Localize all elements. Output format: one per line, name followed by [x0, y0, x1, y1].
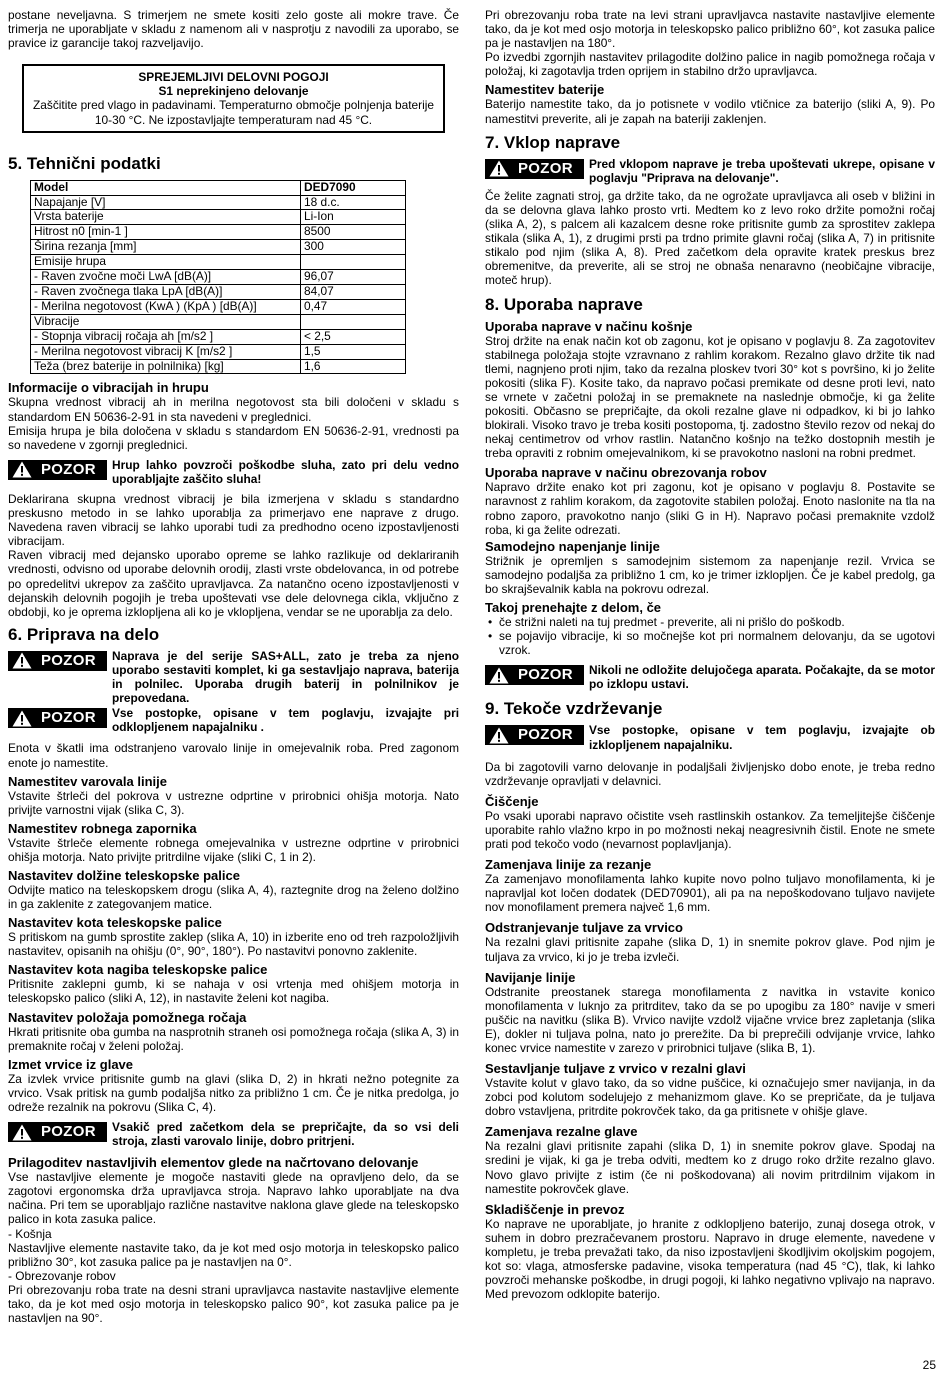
- warning-badge: [8, 460, 107, 480]
- vibration-paragraph: Deklarirana skupna vrednost vibracij je bila izmerjena v skladu s standardno preskusno metodo in se lahko uporablja za primerjavo ene naprave z drugo. Navedena raven vibracij se lahko uporabi tudi za predhodno oceno izpostavljenosti vibracijam.: [8, 492, 459, 549]
- warning-block: [485, 157, 935, 185]
- subsection-heading: Nastavitev položaja pomožnega ročaja: [8, 1009, 247, 1025]
- table-row: [31, 270, 406, 285]
- box-title: SPREJEMLJIVI DELOVNI POGOJI: [138, 70, 329, 85]
- spec-label: Vrsta baterije: [31, 210, 301, 225]
- table-row: [31, 329, 406, 344]
- body-paragraph: Po izvedbi zgornjih nastavitev prilagodite dolžino palice in nagib pomožnega ročaja v položaj, ki zagotavlja trden oprijem in stabilno držo upravljavca.: [485, 50, 935, 79]
- warning-badge: [485, 665, 584, 685]
- warning-badge: [8, 1122, 107, 1142]
- table-row: [31, 359, 406, 374]
- table-head-cell: Model: [31, 180, 301, 195]
- spec-value: 1,6: [301, 359, 406, 374]
- vibration-paragraph: Emisija hrupa je bila določena v skladu s standardom EN 50636-2-91, vrednosti pa so navedene v zgornji preglednici.: [8, 423, 459, 452]
- spec-value: 1,5: [301, 344, 406, 359]
- warning-label: POZOR: [518, 666, 573, 684]
- warning-triangle-icon: [489, 727, 509, 744]
- subsection-heading: Zamenjava rezalne glave: [485, 1124, 638, 1140]
- section-9-title: 9. Tekoče vzdrževanje: [485, 699, 663, 719]
- body-paragraph: Za izvlek vrvice pritisnite gumb na glavi (slika D, 2) in hkrati nežno potegnite za vrvico. Vsak pritisk na gumb podaljša nitko za približno 1 cm. Če je nitka predolga, jo odreže rezalnik na pokrovu (Slika C, 4).: [8, 1071, 459, 1114]
- body-paragraph: Pri obrezovanju roba trate na desni strani upravljavca nastavite nastavljive elemente tako, da je kot med osjo motorja in teleskopsko palico 90°, kot zasuka palice pa je nastavljen na 90°.: [8, 1282, 459, 1326]
- vibration-heading: Informacije o vibracijah in hrupu: [8, 380, 209, 396]
- spec-value: [301, 255, 406, 270]
- section-5-title: 5. Tehnični podatki: [8, 153, 161, 173]
- vibration-paragraph: Raven vibracij med dejansko uporabo opreme se lahko razlikuje od deklariranih vrednosti, odvisno od uporabe delovnih orodij, zlasti vrste obdelovanca, in od potrebe po opredelitvi ukrepov za zaščito upravljavca. Za natančno oceno izpostavljenosti v dejanskih delovnih pogojih je treba upoštevati vse dele delovnega cikla, vključno z obdobji, ko je oprema izklopljena ali ko je vklopljena, vendar se ne uporablja za delo.: [8, 548, 459, 619]
- table-row: [31, 299, 406, 314]
- spec-label: Širina rezanja [mm]: [31, 240, 301, 255]
- body-paragraph: Odstranite preostanek starega monofilamenta z navitka in vstavite konico monofilamenta v luknjo za pritrditev, tako da se po upogibu za 180° navije v smeri puščic na navitku (slika B). Vrvico navijte vzdolž vijačne vrvice brez zapletanja (slika E), dokler ni tuljava polna, nato jo prerežite. Da bi preprečili odvijanje vrvice, lahko konec vrvice namestite v zarezo v prirobnici tuljave (slika B, 1).: [485, 984, 935, 1055]
- subsection-heading: Takoj prenehajte z delom, če: [485, 600, 662, 615]
- spec-table: [30, 180, 406, 375]
- warning-text: Vse postopke, opisane v tem poglavju, izvajajte pri odklopljenem napajalniku .: [112, 706, 459, 735]
- body-paragraph: Da bi zagotovili varno delovanje in podaljšali življenjsko dobo enote, je treba redno vzdrževanje opravljati v delavnici.: [485, 759, 935, 788]
- subsection-heading: Nastavitev dolžine teleskopske palice: [8, 867, 240, 883]
- warning-text: Nikoli ne odložite delujočega aparata. Počakajte, da se motor po izklopu ustavi.: [589, 663, 935, 692]
- table-row: [31, 255, 406, 270]
- warning-text: Vsakič pred začetkom dela se prepričajte, da so vsi deli stroja, zlasti varovalo linije, dobro pritrjeni.: [112, 1120, 459, 1149]
- table-head-row: [31, 180, 406, 195]
- stop-conditions-list: [485, 615, 935, 657]
- subsection-heading: Namestitev varovala linije: [8, 773, 167, 789]
- body-paragraph: Vstavite kolut v glavo tako, da so vidne puščice, ki označujejo smer navijanja, in da zobci pod kolutom sodelujejo z mehanizmom glave. Ko se prepričate, da je tuljava dobro vstavljena, pritrdite pokrovček tako, da ga pritisnete v ohišje glave.: [485, 1076, 935, 1119]
- warning-badge: [8, 651, 107, 671]
- subsection-heading: Skladiščenje in prevoz: [485, 1201, 625, 1217]
- body-paragraph: Po vsaki uporabi napravo očistite vseh rastlinskih ostankov. Za temeljitejše čiščenje uporabite rahlo vlažno krpo in po možnosti nekaj neagresivnih čistil. Enote ne smete prati pod tekočo vodo (nevarnost poplavljanja).: [485, 808, 935, 852]
- list-item: • se pojavijo vibracije, ki so močnejše kot pri normalnem delovanju, da se ugotovi vzrok.: [499, 629, 935, 657]
- subsection-heading: Nastavitev kota nagiba teleskopske palice: [8, 962, 268, 978]
- body-paragraph: Vstavite štrleči del pokrova v ustrezne odprtine v prirobnici ohišja motorja. Nato privijte varnostni vijak (slika C, 3).: [8, 788, 459, 817]
- warning-text: Pred vklopom naprave je treba upoštevati ukrepe, opisane v poglavju "Priprava na delovanje".: [589, 156, 935, 185]
- right-column: [485, 8, 935, 1301]
- body-paragraph: Nastavljive elemente nastavite tako, da je kot med osjo motorja in teleskopsko palico približno 30°, kot zasuka palice pa je nastavljen na 0°.: [8, 1240, 459, 1269]
- body-paragraph: Ko naprave ne uporabljate, jo hranite z odklopljeno baterijo, zunaj dosega otrok, v suhem in dobro prezračevanem prostoru. Napravo in druge elemente, navedene v kompletu, je treba prevažati tako, da niso izpostavljeni škodljivim okoljskim pogojem, kot so: vlaga, atmosferske padavine, visoka temperatura (nad 45 °C), tlak, ki lahko povzroči mehanske poškodbe, in drugi pogoji, ki lahko negativno vplivajo na napravo. Med prevozom odklopite baterijo.: [485, 1216, 935, 1302]
- table-row: [31, 195, 406, 210]
- page-number: 25: [922, 1358, 936, 1372]
- subsection-heading: Samodejno napenjanje linije: [485, 538, 660, 554]
- body-paragraph: Vse nastavljive elemente je mogoče nastaviti glede na opravljeno delo, da se zagotovi ergonomska drža upravljavca stroja. Napravo lahko uporabljate na dva načina. Pri tem se uporabljajo različne nastavitve naklona glave glede na teleskopsko palico in kota zasuka palice.: [8, 1170, 459, 1227]
- subsection-heading: Prilagoditev nastavljivih elementov glede na načrtovano delovanje: [8, 1155, 419, 1171]
- section-8-title: 8. Uporaba naprave: [485, 294, 643, 314]
- spec-label: - Merilna negotovost vibracij K [m/s2 ]: [31, 344, 301, 359]
- box-text: Zaščitite pred vlago in padavinami. Temperaturno območje polnjenja baterije 10-30 °C. Ne izpostavljajte temperaturam nad 45 °C.: [33, 98, 434, 127]
- warning-label: POZOR: [41, 709, 96, 727]
- box-subtitle: S1 neprekinjeno delovanje: [158, 84, 309, 99]
- body-paragraph: Enota v škatli ima odstranjeno varovalo linije in omejevalnik roba. Pred zagonom enote jo namestite.: [8, 741, 459, 770]
- subsection-heading: Sestavljanje tuljave z vrvico v rezalni glavi: [485, 1061, 746, 1077]
- warning-text: Naprava je del serije SAS+ALL, zato je treba za njeno uporabo sestaviti komplet, ki ga sestavljajo naprava, baterija in polnilec. Uporaba drugih baterij in polnilnikov je prepovedana.: [112, 648, 459, 706]
- list-item: • če strižni naleti na tuj predmet - preverite, ali ni prišlo do poškodb.: [499, 615, 935, 629]
- spec-value: [301, 314, 406, 329]
- warning-label: POZOR: [518, 726, 573, 744]
- warning-block: [8, 458, 459, 486]
- subsection-heading: Odstranjevanje tuljave za vrvico: [485, 920, 683, 936]
- warning-triangle-icon: [12, 1124, 32, 1141]
- spec-label: Vibracije: [31, 314, 301, 329]
- warning-label: POZOR: [518, 159, 573, 177]
- warning-triangle-icon: [489, 667, 509, 684]
- body-paragraph: Na rezalni glavi pritisnite zapahi (slika D, 1) in snemite pokrov glave. Spodaj na sredini je vijak, ki ga je treba odviti, medtem ko z drugo roko držite rezalno glavo. Novo glavo privijte z istim (če ni poškodovana) ali novim pritrdilnim vijakom in namestite pokrovček glave.: [485, 1139, 935, 1196]
- spec-label: Teža (brez baterije in polnilnika) [kg]: [31, 359, 301, 374]
- spec-value: 96,07: [301, 270, 406, 285]
- warning-label: POZOR: [41, 460, 96, 478]
- body-paragraph: Če želite zagnati stroj, ga držite tako, da ne ogrožate upravljavca ali oseb v bližini in da se delovna glava lahko prosto vrti. Medtem ko z levo roko držite pomožni ročaj (slika A, 2), s palcem ali kazalcem desne roke pritisnite gumb za sprostitev zaklepa stikala (slika A, 1), z drugimi prsti pa trdno primite glavni ročaj (slika A, 7) in pritisnite stikalo pod njim (slika A, 8). Pred začetkom dela opravite kratek preskus brez obremenitve, da preverite, ali se stroj ne obnaša nenaravno (neobičajne vibracije, moteč hrup).: [485, 188, 935, 288]
- subsection-heading: Uporaba naprave v načinu obrezovanja robov: [485, 465, 767, 481]
- section-6-title: 6. Priprava na delo: [8, 624, 160, 644]
- subsection-heading: Nastavitev kota teleskopske palice: [8, 915, 222, 931]
- body-paragraph: Strižnik je opremljen s samodejnim sistemom za napenjanje rezil. Vrvica se samodejno podaljša za približno 1 cm, ko je trimer izklopljen. Če je kabel predolg, ga bo skrajševalnik kabla na pokrovu odrezal.: [485, 553, 935, 596]
- spec-label: Napajanje [V]: [31, 195, 301, 210]
- warning-triangle-icon: [12, 710, 32, 727]
- body-paragraph: Vstavite štrleče elemente robnega omejevalnika v ustrezne odprtine v prirobnici ohišja motorja. Nato privijte pritrdilne vijake (sliki C, 1 in 2).: [8, 835, 459, 864]
- body-paragraph: Napravo držite enako kot pri zagonu, kot je opisano v poglavju 8. Postavite se naravnost z rahlim korakom, da zagotovite stabilen položaj. Enoto naslonite na tla na robno zaporo, pravokotno nanjo (sliki G in H). Napravo počasi premaknite vzdolž roba, ki ga želite odrezati.: [485, 480, 935, 537]
- subsection-heading: Uporaba naprave v načinu košnje: [485, 318, 693, 334]
- warning-badge: [485, 159, 584, 179]
- subsection-heading: Namestitev baterije: [485, 82, 605, 98]
- spec-value: 300: [301, 240, 406, 255]
- spec-label: Hitrost n0 [min-1 ]: [31, 225, 301, 240]
- warning-text: Hrup lahko povzroči poškodbe sluha, zato pri delu vedno uporabljajte zaščito sluha!: [112, 457, 459, 486]
- intro-paragraph: postane neveljavna. S trimerjem ne smete kositi zelo goste ali mokre trave. Če trimerja ne uporabljate v skladu z namenom ali v nasprotju z navodili za uporabo, se pravice iz garancije takoj razveljavijo.: [8, 8, 459, 51]
- spec-label: - Merilna negotovost (KwA ) (KpA ) [dB(A)]: [31, 299, 301, 314]
- spec-label: - Stopnja vibracij ročaja ah [m/s2 ]: [31, 329, 301, 344]
- table-row: [31, 240, 406, 255]
- warning-triangle-icon: [489, 160, 509, 177]
- spec-value: < 2,5: [301, 329, 406, 344]
- section-7-title: 7. Vklop naprave: [485, 132, 621, 152]
- table-row: [31, 344, 406, 359]
- subsection-heading: Izmet vrvice iz glave: [8, 1056, 134, 1072]
- left-column: [8, 8, 459, 1325]
- body-paragraph: Za zamenjavo monofilamenta lahko kupite novo polno tuljavo monofilamenta, ki je napravljal kot ločen dodatek (DED70901), ali pa na nepoškodovano tuljavo navijete nov monofilament premera največ 1,6 mm.: [485, 872, 935, 915]
- body-paragraph: Na rezalni glavi pritisnite zapahe (slika D, 1) in snemite pokrov glave. Pod njim je tuljava za vrvico, ki jo je treba izvleči.: [485, 935, 935, 964]
- spec-label: - Raven zvočne moči LwA [dB(A)]: [31, 270, 301, 285]
- subsection-heading: Navijanje linije: [485, 969, 576, 985]
- subsection-heading: Čiščenje: [485, 793, 539, 809]
- warning-triangle-icon: [12, 461, 32, 478]
- operating-conditions-box: [22, 64, 445, 132]
- subsection-heading: Zamenjava linije za rezanje: [485, 857, 652, 873]
- warning-triangle-icon: [12, 652, 32, 669]
- body-paragraph: Baterijo namestite tako, da jo potisnete v vodilo vtičnice za baterijo (sliki A, 9). Po namestitvi preverite, ali je zapah na bateriji zaklenjen.: [485, 97, 935, 126]
- warning-label: POZOR: [41, 1122, 96, 1140]
- body-paragraph: Hkrati pritisnite oba gumba na nasprotnih straneh osi pomožnega ročaja (slika A, 3) in premaknite ročaj v želeni položaj.: [8, 1024, 459, 1053]
- warning-badge: [8, 708, 107, 728]
- body-paragraph: S pritiskom na gumb sprostite zaklep (slika A, 10) in izberite eno od treh razpoložljivih nastavitev, opisanih na ohišju (0°, 90°, 180°). Po nastavitvi ponovno zaklenite.: [8, 930, 459, 959]
- mode-label: - Košnja: [8, 1226, 52, 1241]
- mode-label: - Obrezovanje robov: [8, 1268, 116, 1283]
- spec-value: Li-Ion: [301, 210, 406, 225]
- body-paragraph: Odvijte matico na teleskopskem drogu (slika A, 4), raztegnite drog na želeno dolžino in ga zaklenite z zategovanjem matice.: [8, 882, 459, 912]
- body-paragraph: Pri obrezovanju roba trate na levi strani upravljavca nastavite nastavljive elemente tako, da je kot med osjo motorja in teleskopsko palico približno 60°, kot zasuka palice pa je nastavljen na 180°.: [485, 8, 935, 51]
- spec-label: - Raven zvočnega tlaka LpA [dB(A)]: [31, 285, 301, 300]
- table-head-cell: DED7090: [301, 180, 406, 195]
- vibration-paragraph: Skupna vrednost vibracij ah in merilna negotovost sta bili določeni v skladu s standardom EN 50636-2-91 in sta navedeni v preglednici.: [8, 395, 459, 424]
- subsection-heading: Namestitev robnega zapornika: [8, 820, 197, 836]
- warning-block: [485, 663, 935, 691]
- body-paragraph: Stroj držite na enak način kot ob zagonu, kot je opisano v poglavju 8. Za zagotovitev stabilnega položaja stojte vzravnano z rahlim korakom. Rezalno glavo držite tik nad tlemi, nagnjeno proti njim, tako da rezalna ploskev tvori 30° kot s površino, ki jo želite pokositi (slika F). Kosite tako, da napravo počasi premikate od desne proti levi, nato se vrnete v začetni položaj in se premaknete na naslednje območje, ki ga želite pokositi. Občasno se prepričajte, da okoli rezalne glave ni odpadkov, ki bi jo lahko blokirali. Visoko travo je treba kositi postopoma, tj. zadostno število rezov od nekaj do nekaj centimetrov od vrhov rastlin. Natančno košnjo na težko dostopnih mestih je treba opraviti z robnim omejevalnikom, ki se pravokotno nasloni na robni predmet.: [485, 333, 935, 461]
- spec-value: 18 d.c.: [301, 195, 406, 210]
- warning-text: Vse postopke, opisane v tem poglavju, izvajajte ob izklopljenem napajalniku.: [589, 723, 935, 752]
- table-row: [31, 210, 406, 225]
- table-row: [31, 314, 406, 329]
- body-paragraph: Pritisnite zaklepni gumb, ki se nahaja v osi vrtenja med ohišjem motorja in teleskopsko palico (sliki A, 12), in nastavite želeni kot nagiba.: [8, 977, 459, 1006]
- warning-block: [8, 706, 459, 734]
- warning-label: POZOR: [41, 651, 96, 669]
- table-row: [31, 285, 406, 300]
- warning-badge: [485, 725, 584, 745]
- spec-value: 84,07: [301, 285, 406, 300]
- spec-label: Emisije hrupa: [31, 255, 301, 270]
- warning-block: [8, 649, 459, 705]
- table-row: [31, 225, 406, 240]
- warning-block: [485, 723, 935, 751]
- spec-value: 8500: [301, 225, 406, 240]
- warning-block: [8, 1120, 459, 1148]
- spec-value: 0,47: [301, 299, 406, 314]
